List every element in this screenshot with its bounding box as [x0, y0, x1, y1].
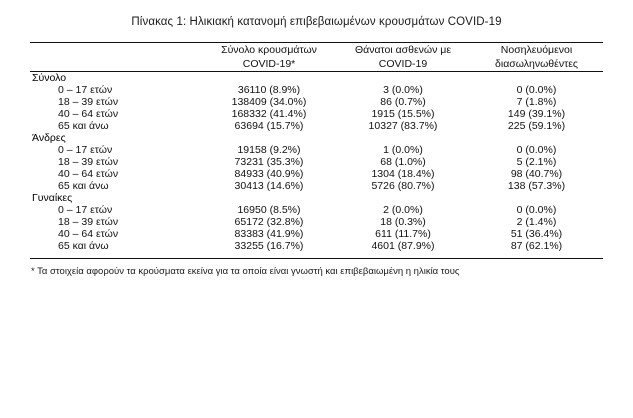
- row-label: 18 – 39 ετών: [58, 156, 119, 169]
- row-deaths: 68 (1.0%): [380, 156, 426, 169]
- row-label: 18 – 39 ετών: [58, 216, 119, 229]
- row-cases: 65172 (32.8%): [234, 216, 304, 229]
- group-label-women: Γυναίκες: [32, 192, 73, 205]
- column-header-cases-line2: COVID-19*: [242, 58, 296, 71]
- table-row: [30, 84, 603, 96]
- row-cases: 30413 (14.6%): [234, 180, 304, 193]
- table-row: [30, 144, 603, 156]
- row-cases: 33255 (16.7%): [234, 240, 304, 253]
- row-deaths: 1915 (15.5%): [371, 108, 435, 121]
- row-intubated: 51 (36.4%): [510, 228, 563, 241]
- row-deaths: 10327 (83.7%): [368, 120, 438, 133]
- table-row: [30, 108, 603, 120]
- row-intubated: 7 (1.8%): [516, 96, 557, 109]
- group-label-total: Σύνολο: [32, 72, 67, 85]
- group-header-row: [30, 192, 603, 204]
- row-cases: 63694 (15.7%): [234, 120, 304, 133]
- row-intubated: 0 (0.0%): [516, 204, 557, 217]
- row-cases: 138409 (34.0%): [231, 96, 307, 109]
- column-header-intubated: [470, 43, 603, 72]
- page-title: Πίνακας 1: Ηλικιακή κατανομή επιβεβαιωμένων κρουσμάτων COVID-19: [131, 16, 502, 28]
- table-row: [30, 156, 603, 168]
- row-deaths: 3 (0.0%): [383, 84, 423, 97]
- row-cases: 36110 (8.9%): [237, 84, 301, 97]
- table-row: [30, 204, 603, 216]
- row-label: 65 και άνω: [58, 180, 109, 193]
- row-intubated: 0 (0.0%): [516, 84, 557, 97]
- row-label: 65 και άνω: [58, 120, 109, 133]
- row-deaths: 1 (0.0%): [383, 144, 423, 157]
- row-label: 0 – 17 ετών: [58, 204, 113, 217]
- row-cases: 168332 (41.4%): [231, 108, 307, 121]
- row-cases: 84933 (40.9%): [234, 168, 304, 181]
- table-row: [30, 120, 603, 132]
- row-intubated: 5 (2.1%): [516, 156, 557, 169]
- row-intubated: 149 (39.1%): [507, 108, 566, 121]
- row-cases: 16950 (8.5%): [237, 204, 301, 217]
- row-deaths: 611 (11.7%): [375, 228, 431, 241]
- table-row: [30, 168, 603, 180]
- row-deaths: 5726 (80.7%): [371, 180, 435, 193]
- column-header-deaths: [336, 43, 470, 72]
- age-distribution-table: [30, 42, 603, 259]
- column-header-blank: [30, 43, 202, 72]
- table-row: [30, 96, 603, 108]
- row-deaths: 18 (0.3%): [380, 216, 426, 229]
- row-deaths: 86 (0.7%): [380, 96, 426, 109]
- row-label: 18 – 39 ετών: [58, 96, 119, 109]
- column-header-intubated-line1: Νοσηλευόμενοι: [500, 44, 573, 56]
- row-cases: 73231 (35.3%): [234, 156, 304, 169]
- table-row: [30, 180, 603, 192]
- row-intubated: 87 (62.1%): [510, 240, 563, 253]
- column-header-intubated-line2: διασωληνωθέντες: [495, 58, 578, 71]
- row-intubated: 98 (40.7%): [510, 168, 563, 181]
- column-header-deaths-line2: COVID-19: [378, 58, 428, 71]
- row-label: 0 – 17 ετών: [58, 84, 113, 97]
- group-header-row: [30, 72, 603, 84]
- row-label: 40 – 64 ετών: [58, 168, 119, 181]
- row-intubated: 138 (57.3%): [507, 180, 566, 193]
- column-header-cases-line1: Σύνολο κρουσμάτων: [221, 44, 317, 56]
- row-deaths: 1304 (18.4%): [371, 168, 435, 181]
- table-bottom-rule: [30, 259, 603, 260]
- row-intubated: 2 (1.4%): [516, 216, 557, 229]
- table-row: [30, 228, 603, 240]
- group-label-men: Άνδρες: [32, 132, 66, 145]
- table-row: [30, 216, 603, 228]
- row-cases: 19158 (9.2%): [237, 144, 301, 157]
- row-label: 40 – 64 ετών: [58, 108, 119, 121]
- row-label: 0 – 17 ετών: [58, 144, 113, 157]
- table-row: [30, 240, 603, 252]
- table-footnote: * Τα στοιχεία αφορούν τα κρούσματα εκείνα για τα οποία είναι γνωστή και επιβεβαιωμένη η ηλικία τους: [31, 266, 460, 278]
- column-header-deaths-line1: Θάνατοι ασθενών με: [354, 44, 452, 56]
- column-header-cases: [202, 43, 336, 72]
- group-header-row: [30, 132, 603, 144]
- row-intubated: 225 (59.1%): [507, 120, 566, 133]
- row-cases: 83383 (41.9%): [234, 228, 304, 241]
- table-header-row: [30, 43, 603, 72]
- row-deaths: 4601 (87.9%): [371, 240, 435, 253]
- row-label: 65 και άνω: [58, 240, 109, 253]
- row-label: 40 – 64 ετών: [58, 228, 119, 241]
- row-intubated: 0 (0.0%): [516, 144, 557, 157]
- row-deaths: 2 (0.0%): [383, 204, 423, 217]
